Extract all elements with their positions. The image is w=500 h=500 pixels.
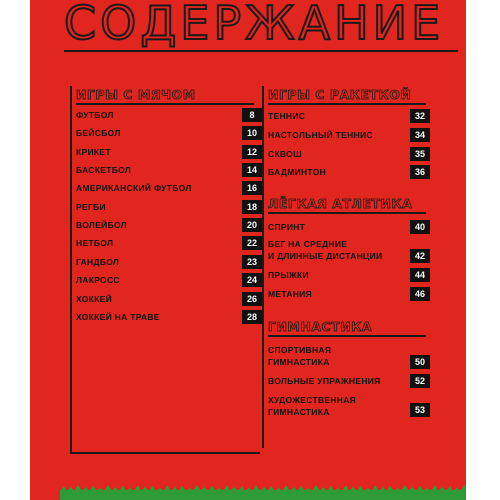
page-number-jumps[interactable]: 44	[410, 268, 430, 282]
page-title: СОДЕРЖАНИЕ	[64, 0, 445, 50]
section-frame	[70, 86, 260, 454]
section-ball-games	[70, 82, 260, 454]
toc-item-handball[interactable]: ГАНДБОЛ	[76, 257, 120, 267]
page-number-hockey[interactable]: 26	[242, 292, 262, 306]
page-number-volleyball[interactable]: 20	[242, 218, 262, 232]
page-number-artistic[interactable]: 50	[410, 355, 430, 369]
page-number-distance[interactable]: 42	[410, 249, 430, 263]
page-number-squash[interactable]: 35	[410, 147, 430, 161]
toc-item-rhythmic-line1[interactable]: ХУДОЖЕСТВЕННАЯ	[268, 395, 357, 405]
section-heading-underline	[268, 212, 426, 214]
section-heading-athletics: ЛЁГКАЯ АТЛЕТИКА	[268, 196, 413, 211]
page-number-rugby[interactable]: 18	[242, 200, 262, 214]
page-number-field-hockey[interactable]: 28	[242, 310, 262, 324]
title-underline	[64, 50, 458, 52]
page-number-netball[interactable]: 22	[242, 236, 262, 250]
toc-item-jumps[interactable]: ПРЫЖКИ	[268, 270, 309, 280]
section-heading-underline	[268, 103, 426, 105]
toc-item-tennis[interactable]: ТЕННИС	[268, 111, 306, 121]
page-number-floor-exercise[interactable]: 52	[410, 374, 430, 388]
toc-item-basketball[interactable]: БАСКЕТБОЛ	[76, 165, 132, 175]
toc-item-distance-line2[interactable]: И ДЛИННЫЕ ДИСТАНЦИИ	[268, 251, 383, 261]
page-number-cricket[interactable]: 12	[242, 145, 262, 159]
page-number-table-tennis[interactable]: 34	[410, 128, 430, 142]
section-heading-racket: ИГРЫ С РАКЕТКОЙ	[268, 87, 412, 102]
page-number-american-football[interactable]: 16	[242, 181, 262, 195]
page-number-handball[interactable]: 23	[242, 255, 262, 269]
section-heading-gymnastics: ГИМНАСТИКА	[268, 319, 373, 334]
section-heading-underline	[268, 335, 426, 337]
page-number-throws[interactable]: 46	[410, 287, 430, 301]
toc-item-volleyball[interactable]: ВОЛЕЙБОЛ	[76, 220, 127, 230]
page-number-tennis[interactable]: 32	[410, 109, 430, 123]
toc-item-hockey[interactable]: ХОККЕЙ	[76, 294, 113, 304]
toc-item-american-football[interactable]: АМЕРИКАНСКИЙ ФУТБОЛ	[76, 183, 192, 193]
red-background	[30, 0, 466, 500]
toc-item-rugby[interactable]: РЕГБИ	[76, 202, 106, 212]
toc-item-artistic-line1[interactable]: СПОРТИВНАЯ	[268, 345, 332, 355]
toc-item-rhythmic-line2[interactable]: ГИМНАСТИКА	[268, 407, 330, 417]
page-number-rhythmic[interactable]: 53	[410, 403, 430, 417]
toc-item-table-tennis[interactable]: НАСТОЛЬНЫЙ ТЕННИС	[268, 130, 373, 140]
page-number-baseball[interactable]: 10	[242, 126, 262, 140]
toc-item-floor-exercise[interactable]: ВОЛЬНЫЕ УПРАЖНЕНИЯ	[268, 376, 381, 386]
toc-item-lacrosse[interactable]: ЛАКРОСС	[76, 275, 120, 285]
toc-item-cricket[interactable]: КРИКЕТ	[76, 147, 111, 157]
page-number-lacrosse[interactable]: 24	[242, 273, 262, 287]
toc-item-throws[interactable]: МЕТАНИЯ	[268, 289, 313, 299]
page-number-football[interactable]: 8	[242, 108, 262, 122]
section-heading-underline	[76, 103, 254, 105]
toc-item-baseball[interactable]: БЕЙСБОЛ	[76, 128, 121, 138]
toc-item-squash[interactable]: СКВОШ	[268, 149, 302, 159]
toc-item-sprint[interactable]: СПРИНТ	[268, 222, 306, 232]
page-number-sprint[interactable]: 40	[410, 220, 430, 234]
right-column-frame	[262, 86, 264, 448]
toc-item-artistic-line2[interactable]: ГИМНАСТИКА	[268, 357, 330, 367]
toc-item-football[interactable]: ФУТБОЛ	[76, 110, 114, 120]
toc-item-badminton[interactable]: БАДМИНТОН	[268, 167, 327, 177]
toc-item-netball[interactable]: НЕТБОЛ	[76, 238, 114, 248]
grass-strip	[60, 484, 466, 500]
toc-item-field-hockey[interactable]: ХОККЕЙ НА ТРАВЕ	[76, 312, 160, 322]
section-heading: ИГРЫ С МЯЧОМ	[76, 87, 196, 102]
toc-item-distance-line1[interactable]: БЕГ НА СРЕДНИЕ	[268, 239, 348, 249]
page-number-badminton[interactable]: 36	[410, 165, 430, 179]
page-number-basketball[interactable]: 14	[242, 163, 262, 177]
